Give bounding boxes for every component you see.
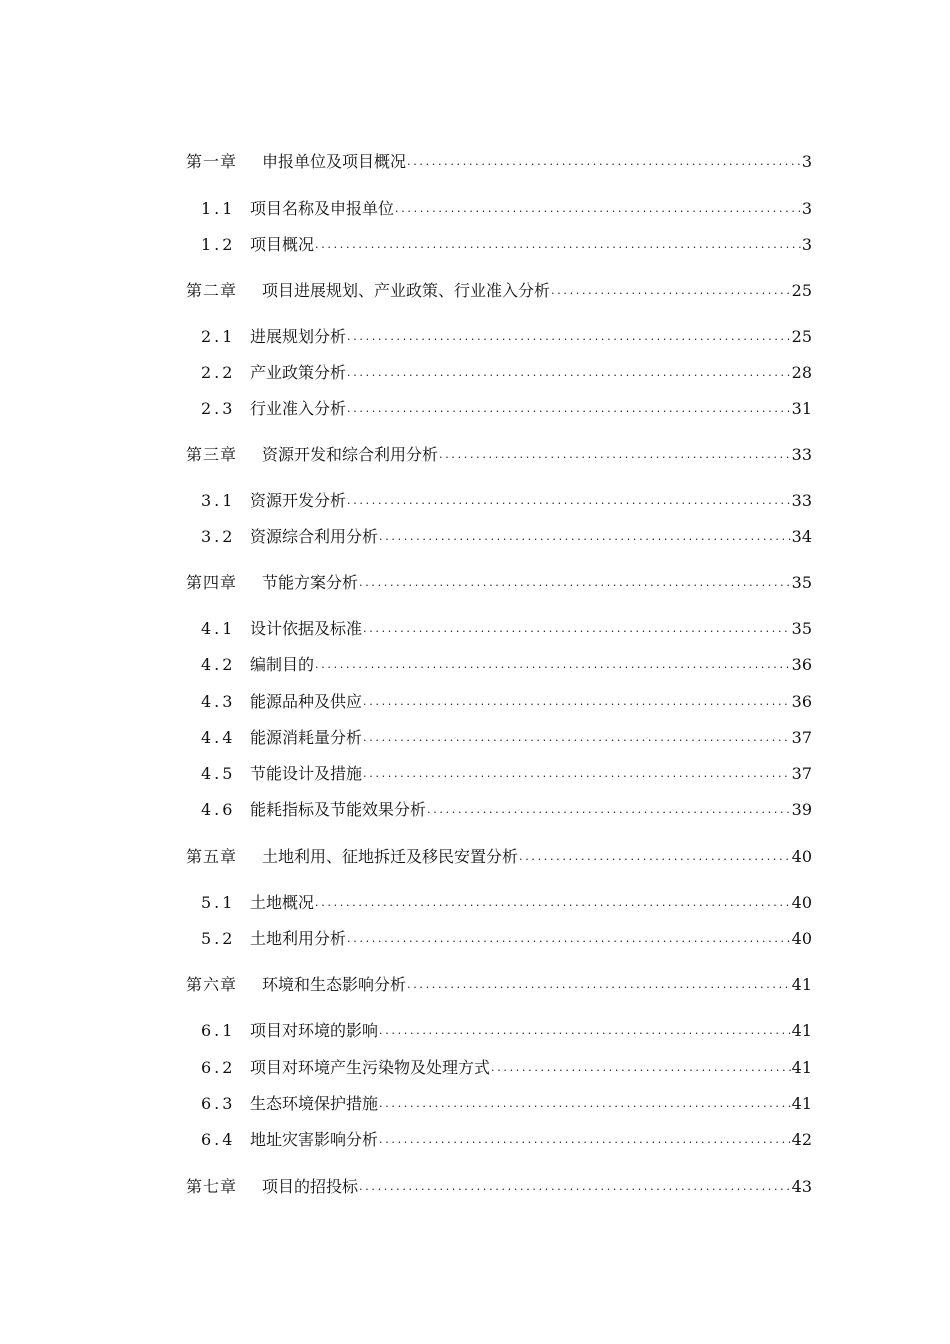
toc-entry-title: 项目名称及申报单位 [250,199,395,218]
toc-page-number: 25 [791,281,812,300]
toc-entry-title: 进展规划分析 [250,327,347,346]
toc-section-entry[interactable] [201,231,812,255]
toc-section-entry[interactable] [201,688,812,712]
toc-dot-leader [379,1130,791,1150]
toc-dot-leader [347,363,791,383]
toc-entry-title: 行业准入分析 [250,399,347,418]
toc-page-number: 41 [791,1094,812,1113]
toc-page-number: 40 [791,929,812,948]
toc-dot-leader [315,235,801,255]
toc-page-number: 33 [791,445,812,464]
toc-entry-title: 产业政策分析 [250,363,347,382]
toc-entry-number: 4.4 [201,728,236,747]
toc-dot-leader [379,1094,791,1114]
toc-chapter-entry[interactable] [186,441,812,465]
toc-page-number: 3 [801,235,812,254]
toc-entry-number: 2.1 [201,327,236,346]
toc-entry-number: 第六章 [186,975,238,994]
toc-page-number: 37 [791,728,812,747]
toc-entry-number: 6.3 [201,1094,236,1113]
toc-section-entry[interactable] [201,1017,812,1041]
toc-dot-leader [427,800,791,820]
toc-entry-title: 地址灾害影响分析 [250,1130,379,1149]
toc-page-number: 43 [791,1177,812,1196]
toc-entry-title: 项目对环境的影响 [250,1021,379,1040]
toc-page-number: 37 [791,764,812,783]
toc-dot-leader [439,445,791,465]
toc-entry-title: 生态环境保护措施 [250,1094,379,1113]
toc-chapter-entry[interactable] [186,148,812,172]
toc-entry-title: 资源开发分析 [250,491,347,510]
toc-page-number: 25 [791,327,812,346]
toc-entry-title: 资源综合利用分析 [250,527,379,546]
toc-page-number: 36 [791,655,812,674]
toc-entry-number: 6.1 [201,1021,236,1040]
toc-chapter-entry[interactable] [186,569,812,593]
toc-section-entry[interactable] [201,889,812,913]
toc-entry-number: 第五章 [186,847,238,866]
toc-section-entry[interactable] [201,195,812,219]
toc-entry-number: 1.2 [201,235,236,254]
toc-page-number: 3 [801,199,812,218]
toc-entry-number: 4.2 [201,655,236,674]
toc-dot-leader [363,764,791,784]
toc-dot-leader [347,929,791,949]
toc-dot-leader [519,847,791,867]
toc-section-entry[interactable] [201,323,812,347]
toc-entry-number: 第四章 [186,573,238,592]
toc-entry-title: 项目进展规划、产业政策、行业准入分析 [262,281,551,300]
toc-page-number: 41 [791,1021,812,1040]
toc-dot-leader [347,327,791,347]
toc-entry-title: 能源消耗量分析 [250,728,363,747]
toc-entry-number: 6.4 [201,1130,236,1149]
toc-entry-title: 能耗指标及节能效果分析 [250,800,427,819]
toc-page-number: 34 [791,527,812,546]
toc-dot-leader [347,399,791,419]
toc-section-entry[interactable] [201,395,812,419]
toc-entry-title: 节能设计及措施 [250,764,363,783]
toc-chapter-entry[interactable] [186,277,812,301]
toc-dot-leader [407,152,801,172]
toc-entry-title: 土地概况 [250,893,315,912]
toc-dot-leader [379,1021,791,1041]
toc-section-entry[interactable] [201,1054,812,1078]
toc-entry-number: 4.3 [201,692,236,711]
toc-page-number: 35 [791,619,812,638]
toc-entry-number: 3.1 [201,491,236,510]
toc-dot-leader [407,975,791,995]
toc-page-number: 28 [791,363,812,382]
toc-entry-title: 能源品种及供应 [250,692,363,711]
toc-page-number: 42 [791,1130,812,1149]
toc-entry-number: 第二章 [186,281,238,300]
toc-entry-number: 4.6 [201,800,236,819]
toc-dot-leader [551,281,791,301]
toc-page-number: 41 [791,1058,812,1077]
toc-entry-number: 4.5 [201,764,236,783]
toc-entry-number: 1.1 [201,199,236,218]
toc-dot-leader [363,692,791,712]
toc-page-number: 31 [791,399,812,418]
toc-dot-leader [315,655,791,675]
toc-entry-number: 4.1 [201,619,236,638]
toc-section-entry[interactable] [201,724,812,748]
toc-section-entry[interactable] [201,523,812,547]
toc-section-entry[interactable] [201,615,812,639]
toc-page-number: 33 [791,491,812,510]
toc-section-entry[interactable] [201,651,812,675]
toc-dot-leader [395,199,801,219]
toc-dot-leader [359,573,791,593]
toc-section-entry[interactable] [201,359,812,383]
toc-section-entry[interactable] [201,796,812,820]
toc-dot-leader [359,1177,791,1197]
toc-entry-title: 设计依据及标准 [250,619,363,638]
toc-entry-number: 2.2 [201,363,236,382]
toc-dot-leader [363,619,791,639]
toc-entry-title: 项目的招投标 [262,1177,359,1196]
toc-chapter-entry[interactable] [186,971,812,995]
toc-entry-title: 申报单位及项目概况 [262,152,407,171]
toc-section-entry[interactable] [201,487,812,511]
toc-page-number: 36 [791,692,812,711]
toc-page-number: 41 [791,975,812,994]
toc-page-number: 39 [791,800,812,819]
toc-page-number: 35 [791,573,812,592]
toc-page-number: 40 [791,847,812,866]
toc-entry-number: 5.2 [201,929,236,948]
toc-dot-leader [347,491,791,511]
toc-entry-number: 3.2 [201,527,236,546]
toc-entry-number: 第三章 [186,445,238,464]
toc-chapter-entry[interactable] [186,843,812,867]
toc-entry-title: 土地利用分析 [250,929,347,948]
toc-entry-title: 编制目的 [250,655,315,674]
toc-section-entry[interactable] [201,760,812,784]
toc-dot-leader [363,728,791,748]
toc-dot-leader [315,893,791,913]
toc-chapter-entry[interactable] [186,1173,812,1197]
toc-section-entry[interactable] [201,925,812,949]
toc-entry-title: 节能方案分析 [262,573,359,592]
toc-entry-title: 项目概况 [250,235,315,254]
toc-entry-number: 5.1 [201,893,236,912]
toc-page-number: 3 [801,152,812,171]
toc-section-entry[interactable] [201,1090,812,1114]
toc-entry-number: 6.2 [201,1058,236,1077]
toc-entry-title: 环境和生态影响分析 [262,975,407,994]
toc-entry-number: 第七章 [186,1177,238,1196]
toc-dot-leader [379,527,791,547]
toc-entry-number: 第一章 [186,152,238,171]
toc-dot-leader [491,1058,791,1078]
toc-entry-title: 项目对环境产生污染物及处理方式 [250,1058,491,1077]
toc-entry-number: 2.3 [201,399,236,418]
toc-page-number: 40 [791,893,812,912]
toc-entry-title: 资源开发和综合利用分析 [262,445,439,464]
toc-section-entry[interactable] [201,1126,812,1150]
toc-entry-title: 土地利用、征地拆迁及移民安置分析 [262,847,519,866]
